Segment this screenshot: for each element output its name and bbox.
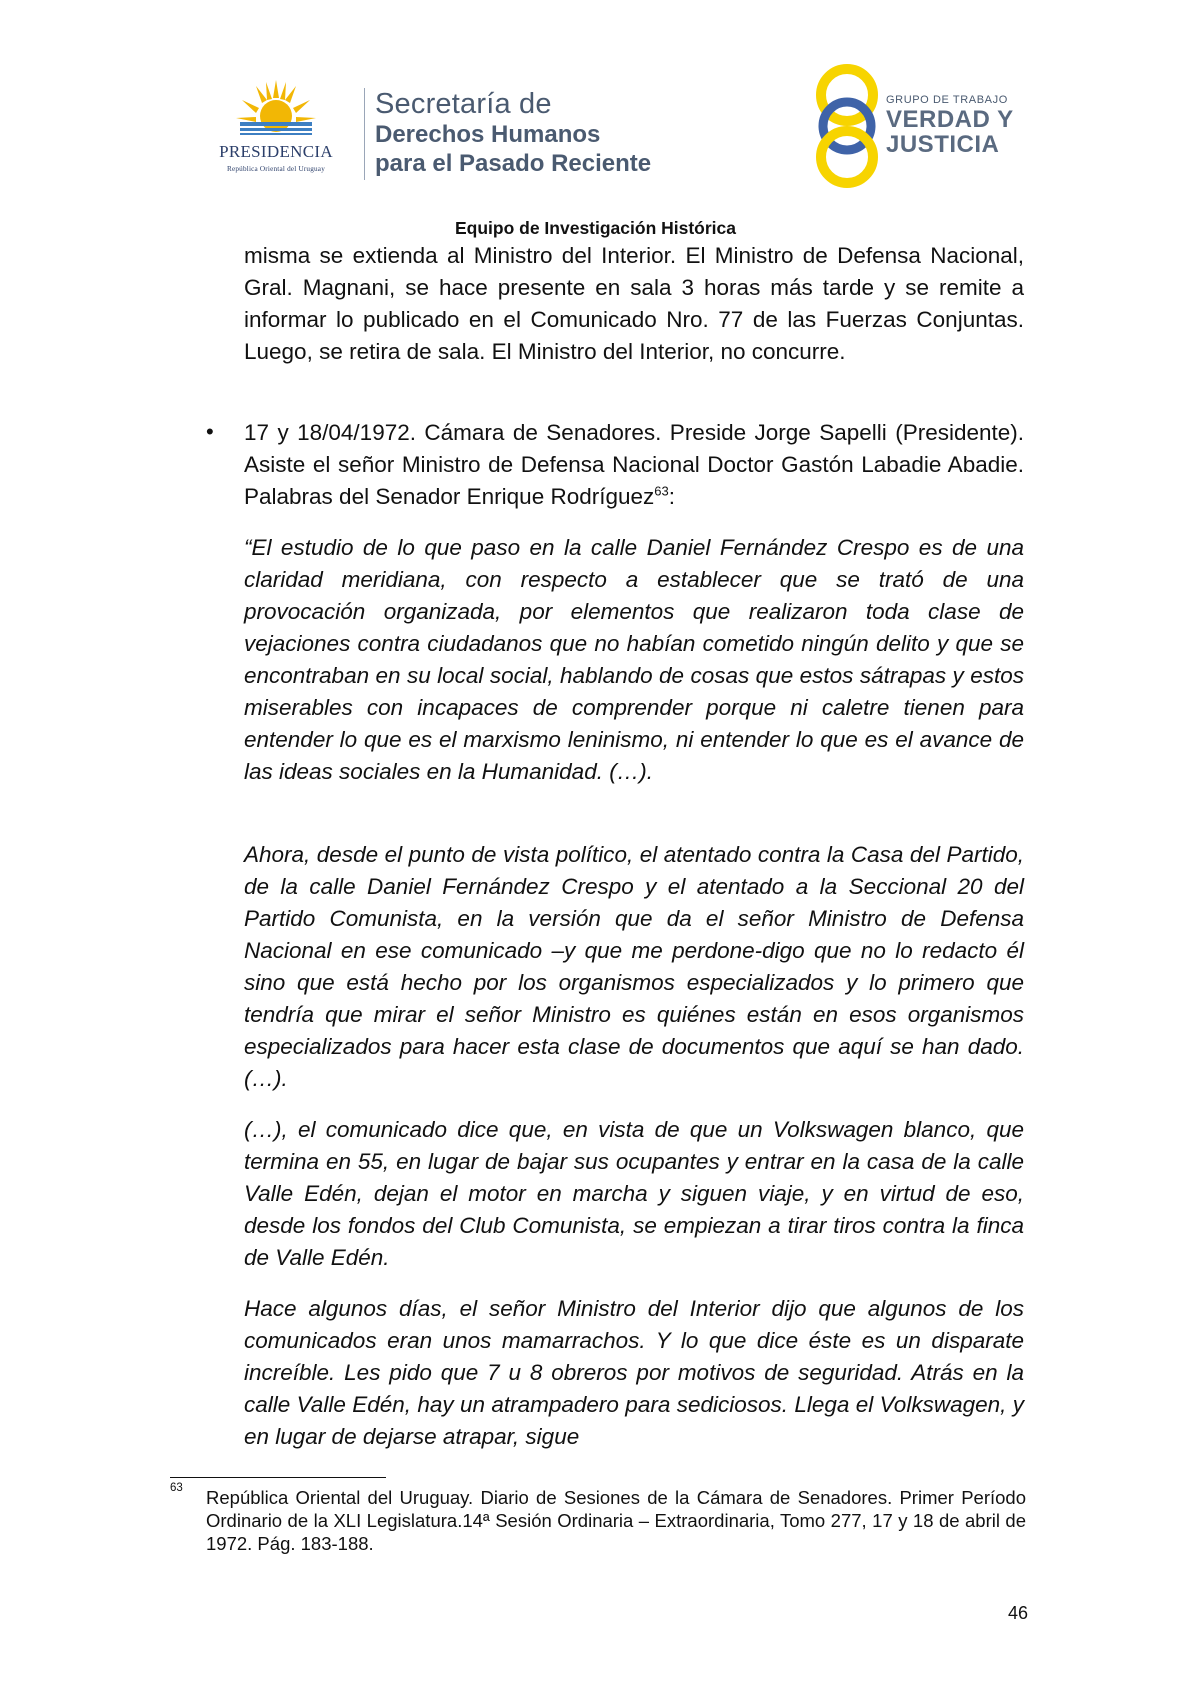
paragraph-ministro: misma se extienda al Ministro del Interior. El Ministro de Defensa Nacional, Gral. Magnani, se hace presente en sala 3 horas más tarde y se remite a informar lo publicado en el Comunicado Nro. 77 de las Fuerzas Conjuntas. Luego, se retira de sala. El Ministro del Interior, no concurre. bbox=[244, 243, 1024, 364]
footnote-separator bbox=[170, 1477, 386, 1478]
presidencia-logo bbox=[198, 78, 354, 178]
quote-paragraph-1: “El estudio de lo que paso en la calle Daniel Fernández Crespo es de una claridad meridiana, con respecto a establecer que se trató de una provocación organizada, por elementos que realizaron toda clase de vejaciones contra ciudadanos que no habían cometido ningún delito y que se encontraban en su local social, hablando de cosas que estos sátrapas y estos miserables con incapaces de comprender porque ni caletre tienen para entender lo que es el marxismo leninismo, ni entender lo que es el avance de las ideas sociales en la Humanidad. (…). bbox=[244, 535, 1024, 784]
secretaria-line-1: Secretaría de bbox=[375, 88, 552, 120]
gtvj-line-2: VERDAD Y bbox=[886, 106, 1014, 133]
bullet-text: 17 y 18/04/1972. Cámara de Senadores. Preside Jorge Sapelli (Presidente). Asiste el señor Ministro de Defensa Nacional Doctor Gastón Labadie Abadie. Palabras del Senador Enrique Rodríguez bbox=[244, 420, 1024, 509]
sun-emblem-icon bbox=[236, 78, 316, 140]
gtvj-line-3: JUSTICIA bbox=[886, 131, 1000, 158]
footnote-reference: 63 bbox=[654, 483, 669, 499]
team-title: Equipo de Investigación Histórica bbox=[454, 218, 737, 238]
page-header bbox=[0, 0, 1191, 238]
secretaria-line-3: para el Pasado Reciente bbox=[375, 150, 652, 177]
quote-paragraph-2: Ahora, desde el punto de vista político, el atentado contra la Casa del Partido, de la calle Daniel Fernández Crespo y el atentado a la Seccional 20 del Partido Comunista, en la versión que da el señor Ministro de Defensa Nacional en ese comunicado –y que me perdone-digo que no lo redacto él sino que está hecho por los organismos especializados y lo primero que tendría que mirar el señor Ministro es quiénes están en esos organismos especializados para hacer esta clase de documentos que aquí se han dado. (…). bbox=[244, 842, 1024, 1091]
bullet-marker: • bbox=[206, 419, 214, 444]
secretaria-logo-text bbox=[375, 88, 705, 178]
bullet-tail: : bbox=[668, 484, 675, 509]
presidencia-name: PRESIDENCIA bbox=[219, 142, 333, 161]
gtvj-line-1: GRUPO DE TRABAJO bbox=[886, 94, 1008, 106]
quote-paragraph-4: Hace algunos días, el señor Ministro del Interior dijo que algunos de los comunicados eran unos mamarrachos. Y lo que dice éste es un disparate increíble. Les pido que 7 u 8 obreros por motivos de seguridad. Atrás en la calle Valle Edén, hay un atrampadero para sediciosos. Llega el Volkswagen, y en lugar de dejarse atrapar, sigue bbox=[244, 1296, 1024, 1449]
presidencia-subtitle: República Oriental del Uruguay bbox=[226, 165, 325, 173]
secretaria-line-2: Derechos Humanos bbox=[375, 121, 601, 148]
quote-paragraph-3: (…), el comunicado dice que, en vista de que un Volkswagen blanco, que termina en 55, en lugar de bajar sus ocupantes y entrar en la casa de la calle Valle Edén, dejan el motor en marcha y siguen viaje, y en virtud de eso, desde los fondos del Club Comunista, se empiezan a tirar tiros contra la finca de Valle Edén. bbox=[244, 1117, 1024, 1270]
bullet-session-entry bbox=[244, 417, 1024, 513]
footnote-number: 63 bbox=[170, 1482, 183, 1494]
footnote-text: República Oriental del Uruguay. Diario de Sesiones de la Cámara de Senadores. Primer Período Ordinario de la XLI Legislatura.14ª Sesión Ordinaria – Extraordinaria, Tomo 277, 17 y 18 de abril de 1972. Pág. 183-188. bbox=[206, 1487, 1026, 1554]
verdad-justicia-logo bbox=[812, 64, 1062, 188]
interlocked-rings-icon bbox=[812, 64, 882, 188]
page-number: 46 bbox=[1008, 1603, 1029, 1623]
header-divider bbox=[364, 88, 365, 180]
